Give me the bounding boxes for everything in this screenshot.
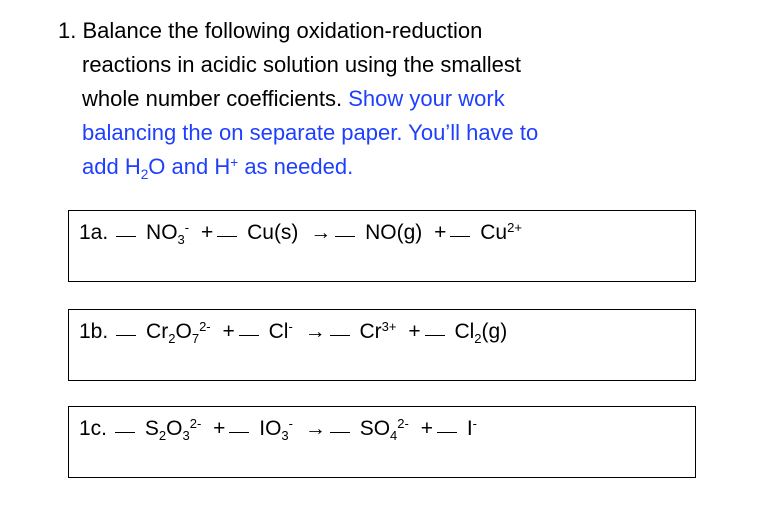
charge: -	[472, 415, 478, 431]
reaction-arrow-icon: →	[304, 320, 326, 343]
plus-sign: +	[408, 320, 421, 343]
coefficient-blank	[239, 335, 259, 336]
question-line-2: reactions in acidic solution using the smallest	[82, 52, 522, 77]
plus-sign: +	[213, 417, 226, 440]
coefficient-blank	[116, 236, 136, 237]
equation-1a	[79, 221, 522, 245]
charge: 2-	[199, 318, 211, 334]
plus-sign: +	[434, 221, 447, 244]
reaction-box-1b[interactable]	[68, 309, 696, 381]
add-text: add H	[82, 154, 141, 179]
question-line-3	[58, 82, 678, 116]
dichromate-formula: Cr	[146, 320, 169, 343]
charge: -	[288, 318, 293, 334]
subscript: 4	[390, 427, 398, 443]
charge: 2-	[189, 415, 202, 431]
question-line-1: 1. Balance the following oxidation-reduction	[58, 18, 483, 43]
plus-sign: +	[200, 221, 214, 244]
plus-sign: +	[222, 320, 235, 343]
equation-1c	[79, 417, 477, 441]
reaction-arrow-icon: →	[310, 221, 332, 244]
subscript: 3	[281, 427, 289, 443]
subscript: 3	[182, 427, 190, 443]
charge: -	[288, 415, 294, 431]
iodate-formula: IO	[259, 417, 282, 440]
coefficient-blank	[450, 236, 470, 237]
subscript: 3	[177, 231, 185, 247]
subscript: 2	[474, 330, 482, 346]
sulfate-formula: SO	[359, 417, 391, 440]
reaction-box-1a[interactable]	[68, 210, 696, 282]
state-label: (g)	[481, 320, 508, 343]
subscript: 2	[168, 330, 176, 346]
instruction-text: whole number coefficients.	[82, 86, 349, 111]
coefficient-blank	[217, 236, 237, 237]
show-work-text: Show your work	[348, 86, 505, 111]
coefficient-blank	[115, 432, 135, 433]
coefficient-blank	[437, 432, 457, 433]
subscript: 2	[158, 427, 167, 443]
reaction-label: 1a.	[79, 221, 109, 244]
proton-superscript: +	[230, 154, 239, 170]
coefficient-blank	[425, 335, 445, 336]
no-formula: NO(g)	[365, 221, 423, 244]
charge: 2-	[397, 415, 409, 431]
charge: 2+	[507, 219, 522, 235]
coefficient-blank	[116, 335, 136, 336]
oxygen-symbol: O	[166, 417, 183, 440]
reaction-label: 1c.	[79, 417, 108, 440]
question-text	[58, 14, 678, 184]
reaction-box-1c[interactable]	[68, 406, 696, 478]
as-needed-text: as needed.	[238, 154, 354, 179]
copper-formula: Cu(s)	[247, 221, 299, 244]
thiosulfate-formula: S	[144, 417, 159, 440]
iodide-formula: I	[466, 417, 473, 440]
plus-sign: +	[420, 417, 433, 440]
charge: 3+	[381, 318, 397, 334]
question-line-5	[58, 150, 678, 184]
chlorine-formula: Cl	[454, 320, 475, 343]
coefficient-blank	[229, 432, 249, 433]
nitrate-formula: NO	[146, 221, 178, 244]
chromium-ion-formula: Cr	[359, 320, 382, 343]
coefficient-blank	[330, 335, 350, 336]
subscript: 7	[191, 330, 200, 346]
question-line-4: balancing the on separate paper. You’ll have to	[82, 120, 539, 145]
charge: -	[184, 219, 190, 235]
oxygen-symbol: O	[175, 320, 192, 343]
equation-1b	[79, 320, 507, 344]
coefficient-blank	[335, 236, 355, 237]
reaction-arrow-icon: →	[304, 417, 326, 440]
water-subscript: 2	[140, 166, 149, 182]
water-text: O and H	[148, 154, 231, 179]
copper-ion-formula: Cu	[480, 221, 508, 244]
chloride-formula: Cl	[268, 320, 289, 343]
reaction-label: 1b.	[79, 320, 109, 343]
coefficient-blank	[330, 432, 350, 433]
